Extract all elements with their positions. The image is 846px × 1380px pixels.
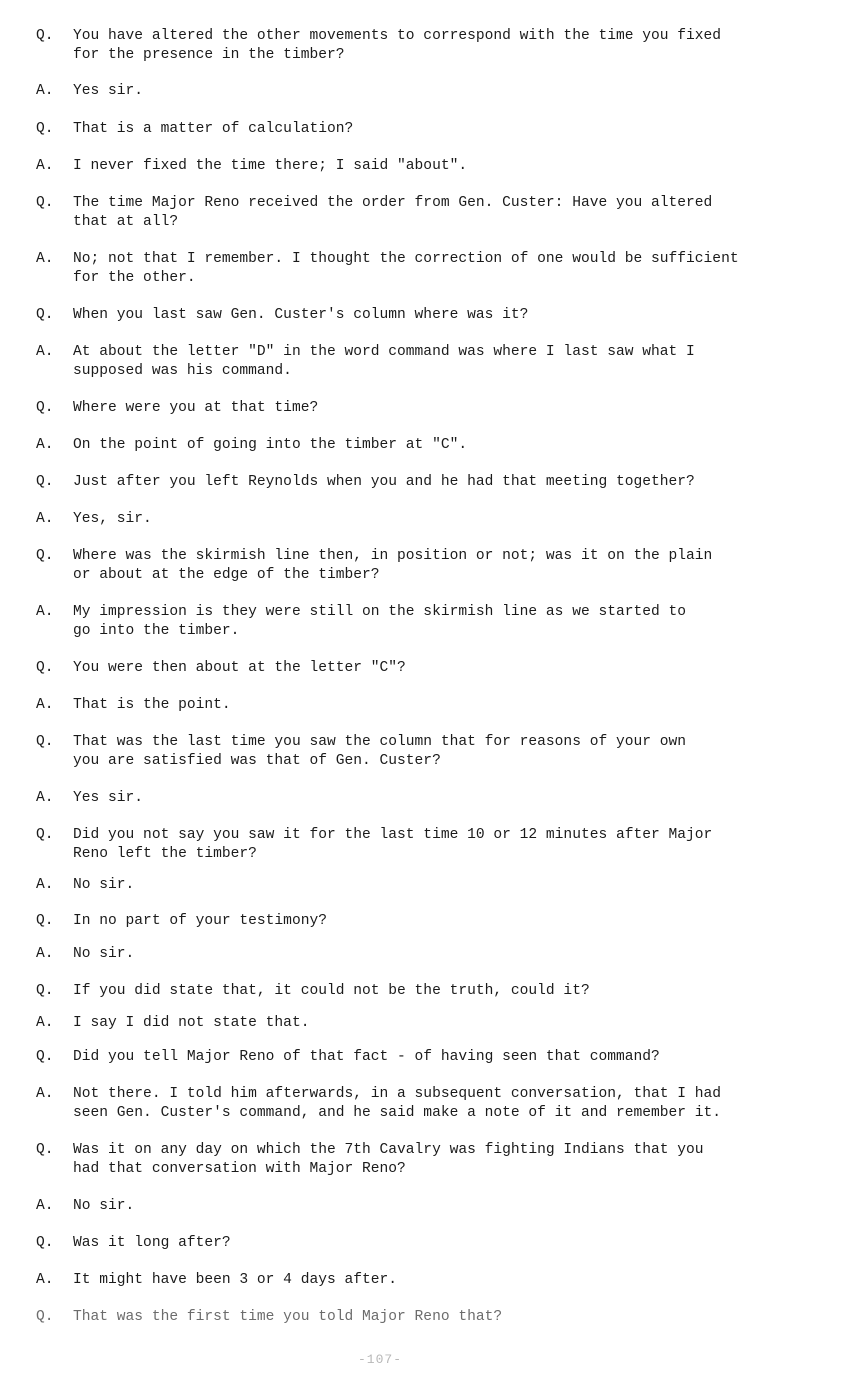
speaker-label: A.: [36, 877, 54, 893]
speaker-label: Q.: [36, 1142, 54, 1158]
entry-text: [73, 194, 712, 232]
entry-text: [73, 1085, 721, 1123]
text-line: had that conversation with Major Reno?: [73, 1161, 406, 1177]
entry-text: [73, 1234, 231, 1253]
text-line: In no part of your testimony?: [73, 913, 327, 929]
speaker-label: Q.: [36, 660, 54, 676]
text-line: No sir.: [73, 1198, 135, 1214]
text-line: Did you tell Major Reno of that fact - of having seen that command?: [73, 1049, 660, 1065]
entry-text: [73, 912, 327, 931]
entry-text: [73, 473, 695, 492]
speaker-label: Q.: [36, 827, 54, 843]
entry-text: [73, 82, 143, 101]
entry-text: [73, 157, 467, 176]
text-line: Not there. I told him afterwards, in a subsequent conversation, that I had: [73, 1086, 722, 1102]
text-line: Did you not say you saw it for the last time 10 or 12 minutes after Major: [73, 827, 713, 843]
speaker-label: Q.: [36, 121, 54, 137]
text-line: Was it on any day on which the 7th Cavalry was fighting Indians that you: [73, 1142, 704, 1158]
entry-text: [73, 120, 353, 139]
entry-text: [73, 436, 467, 455]
entry-text: [73, 306, 528, 325]
entry-text: [73, 399, 318, 418]
text-line: That was the last time you saw the column that for reasons of your own: [73, 734, 687, 750]
text-line: you are satisfied was that of Gen. Custer?: [73, 753, 441, 769]
text-line: No sir.: [73, 946, 135, 962]
text-line: Where was the skirmish line then, in position or not; was it on the plain: [73, 548, 713, 564]
entry-text: [73, 343, 695, 381]
text-line: Reno left the timber?: [73, 846, 257, 862]
text-line: It might have been 3 or 4 days after.: [73, 1272, 398, 1288]
speaker-label: A.: [36, 604, 54, 620]
entry-text: [73, 945, 134, 964]
entry-text: [73, 826, 712, 864]
page-number: -107-: [358, 1352, 403, 1367]
text-line: supposed was his command.: [73, 363, 292, 379]
speaker-label: A.: [36, 946, 54, 962]
entry-text: [73, 1308, 502, 1327]
speaker-label: Q.: [36, 28, 54, 44]
entry-text: [73, 1014, 309, 1033]
entry-text: [73, 733, 686, 771]
text-line: go into the timber.: [73, 623, 240, 639]
speaker-label: Q.: [36, 983, 54, 999]
speaker-label: A.: [36, 83, 54, 99]
text-line: On the point of going into the timber at "C".: [73, 437, 468, 453]
speaker-label: Q.: [36, 1309, 54, 1325]
speaker-label: A.: [36, 1015, 54, 1031]
text-line: that at all?: [73, 214, 179, 230]
speaker-label: Q.: [36, 474, 54, 490]
text-line: No; not that I remember. I thought the correction of one would be sufficient: [73, 251, 739, 267]
text-line: That was the first time you told Major Reno that?: [73, 1309, 503, 1325]
entry-text: [73, 696, 231, 715]
entry-text: [73, 510, 152, 529]
speaker-label: A.: [36, 790, 54, 806]
speaker-label: A.: [36, 251, 54, 267]
speaker-label: Q.: [36, 1235, 54, 1251]
text-line: I say I did not state that.: [73, 1015, 310, 1031]
speaker-label: Q.: [36, 913, 54, 929]
entry-text: [73, 547, 712, 585]
speaker-label: A.: [36, 344, 54, 360]
text-line: seen Gen. Custer's command, and he said make a note of it and remember it.: [73, 1105, 722, 1121]
entry-text: [73, 789, 143, 808]
text-line: I never fixed the time there; I said "about".: [73, 158, 468, 174]
speaker-label: Q.: [36, 195, 54, 211]
text-line: If you did state that, it could not be the truth, could it?: [73, 983, 590, 999]
text-line: Yes sir.: [73, 790, 144, 806]
text-line: Just after you left Reynolds when you and he had that meeting together?: [73, 474, 695, 490]
speaker-label: A.: [36, 158, 54, 174]
speaker-label: A.: [36, 511, 54, 527]
entry-text: [73, 1141, 704, 1179]
entry-text: [73, 876, 134, 895]
entry-text: [73, 1048, 660, 1067]
speaker-label: A.: [36, 437, 54, 453]
speaker-label: Q.: [36, 1049, 54, 1065]
text-line: Yes sir.: [73, 83, 144, 99]
text-line: Yes, sir.: [73, 511, 152, 527]
speaker-label: A.: [36, 1198, 54, 1214]
text-line: for the other.: [73, 270, 196, 286]
speaker-label: Q.: [36, 548, 54, 564]
speaker-label: A.: [36, 1272, 54, 1288]
entry-text: [73, 1271, 397, 1290]
text-line: Was it long after?: [73, 1235, 231, 1251]
text-line: Where were you at that time?: [73, 400, 319, 416]
text-line: When you last saw Gen. Custer's column where was it?: [73, 307, 529, 323]
text-line: That is the point.: [73, 697, 231, 713]
speaker-label: Q.: [36, 307, 54, 323]
text-line: You were then about at the letter "C"?: [73, 660, 406, 676]
entry-text: [73, 659, 406, 678]
speaker-label: Q.: [36, 400, 54, 416]
entry-text: [73, 27, 721, 65]
text-line: My impression is they were still on the skirmish line as we started to: [73, 604, 687, 620]
speaker-label: Q.: [36, 734, 54, 750]
entry-text: [73, 250, 739, 288]
text-line: That is a matter of calculation?: [73, 121, 354, 137]
text-line: At about the letter "D" in the word command was where I last saw what I: [73, 344, 695, 360]
text-line: You have altered the other movements to correspond with the time you fixed: [73, 28, 722, 44]
entry-text: [73, 603, 686, 641]
speaker-label: A.: [36, 1086, 54, 1102]
entry-text: [73, 1197, 134, 1216]
text-line: or about at the edge of the timber?: [73, 567, 380, 583]
entry-text: [73, 982, 590, 1001]
text-line: The time Major Reno received the order from Gen. Custer: Have you altered: [73, 195, 713, 211]
text-line: for the presence in the timber?: [73, 47, 345, 63]
text-line: No sir.: [73, 877, 135, 893]
speaker-label: A.: [36, 697, 54, 713]
